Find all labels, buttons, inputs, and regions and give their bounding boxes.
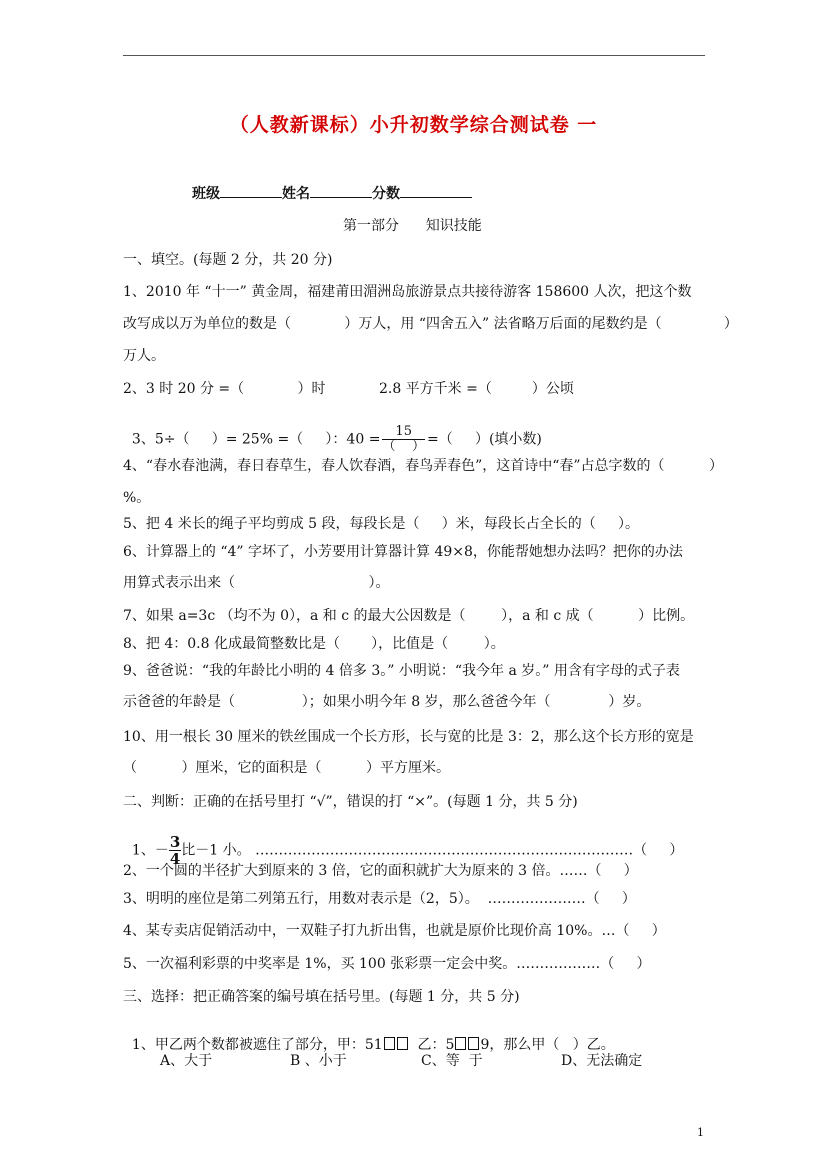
choice-option-d[interactable]: D、无法确定	[561, 1053, 643, 1069]
fill-q3-part1: 3、5÷（ ）= 25% =（ ）：40 =	[131, 431, 381, 448]
fill-q4-line1: 4、“春水春池满，春日春草生，春人饮春酒，春鸟弄春色”，这首诗中“春”占总字数的（ ）	[123, 458, 724, 474]
fill-q3-fraction	[382, 425, 425, 454]
choice-q1	[123, 1018, 615, 1054]
fill-q10-line2: （ ）厘米，它的面积是（ ）平方厘米。	[123, 760, 451, 776]
fraction-numerator: 15	[382, 425, 425, 440]
judge-q3: 3、明明的座位是第二列第五行，用数对表示是（2，5）。 …………………（ ）	[123, 891, 636, 907]
judge-q1-suffix: 比－1 小。 ………………………………………………………………………（ ）	[181, 842, 684, 859]
part-heading: 第一部分 知识技能	[343, 218, 482, 234]
name-label: 姓名	[282, 186, 310, 202]
fill-q9-line2: 示爸爸的年龄是（ ）；如果小明今年 8 岁，那么爸爸今年（ ）岁。	[123, 694, 651, 710]
judge-q5: 5、一次福利彩票的中奖率是 1%，买 100 张彩票一定会中奖。………………（ ）	[123, 956, 651, 972]
score-blank[interactable]	[400, 183, 472, 198]
masked-digit-box	[455, 1037, 466, 1050]
document-title: （人教新课标）小升初数学综合测试卷 一	[229, 114, 598, 136]
choice-option-c[interactable]: C、等 于	[421, 1053, 483, 1069]
fraction-denominator: （ ）	[382, 439, 425, 454]
class-blank[interactable]	[220, 183, 282, 198]
name-blank[interactable]	[310, 183, 372, 198]
fill-q8: 8、把 4：0.8 化成最简整数比是（ ），比值是（ ）。	[123, 636, 505, 652]
fill-q5: 5、把 4 米长的绳子平均剪成 5 段，每段长是（ ）米，每段长占全长的（ ）。	[123, 516, 640, 532]
fill-q3-part2: =（ ）(填小数)	[426, 431, 542, 448]
section1-heading: 一、填空。(每题 2 分，共 20 分)	[123, 252, 333, 268]
section2-heading: 二、判断：正确的在括号里打 “√”，错误的打 “×”。(每题 1 分，共 5 分)	[123, 794, 578, 810]
class-label: 班级	[192, 186, 220, 202]
choice-option-b[interactable]: B 、小于	[290, 1053, 347, 1069]
fill-q1-line2: 改写成以万为单位的数是（ ）万人，用 “四舍五入” 法省略万后面的尾数约是（ ）	[123, 316, 738, 332]
section3-heading: 三、选择：把正确答案的编号填在括号里。(每题 1 分，共 5 分)	[123, 989, 520, 1005]
fill-q4-line2: %。	[123, 490, 151, 506]
score-label: 分数	[372, 186, 400, 202]
masked-digit-box	[468, 1037, 479, 1050]
fill-q9-line1: 9、爸爸说：“我的年龄比小明的 4 倍多 3。” 小明说：“我今年 a 岁。” 用含有字母的式子表	[123, 663, 680, 679]
judge-q4: 4、某专卖店促销活动中，一双鞋子打九折出售，也就是原价比现价高 10%。…（ ）	[123, 923, 666, 939]
masked-digit-box	[384, 1037, 395, 1050]
judge-q1-prefix: 1、－	[131, 842, 169, 859]
page-number: 1	[697, 1126, 704, 1139]
fill-q1-line3: 万人。	[123, 348, 165, 364]
student-info-fields	[192, 183, 472, 203]
fill-q6-line1: 6、计算器上的 “4” 字坏了，小芳要用计算器计算 49×8，你能帮她想办法吗？把你的办法	[123, 544, 683, 560]
choice-q1-part-c: 9，那么甲（ ）乙。	[480, 1037, 615, 1053]
choice-q1-part-a: 1、甲乙两个数都被遮住了部分，甲：51	[131, 1037, 383, 1053]
fill-q2: 2、3 时 20 分 =（ ）时 2.8 平方千米 =（ ）公顷	[123, 381, 574, 397]
fraction-denominator: 4	[169, 850, 181, 868]
fill-q3	[123, 409, 542, 454]
judge-q2: 2、一个圆的半径扩大到原来的 3 倍，它的面积就扩大为原来的 3 倍。……（ ）	[123, 863, 638, 879]
masked-digit-box	[397, 1037, 408, 1050]
header-rule	[123, 55, 705, 56]
fill-q6-line2: 用算式表示出来（ ）。	[123, 575, 390, 591]
choice-option-a[interactable]: A、大于	[160, 1053, 213, 1069]
fraction-numerator: 3	[169, 833, 181, 851]
fill-q10-line1: 10、用一根长 30 厘米的铁丝围成一个长方形，长与宽的比是 3：2，那么这个长方形的宽是	[123, 729, 694, 745]
choice-q1-part-b: 乙：5	[408, 1037, 455, 1053]
fill-q1-line1: 1、2010 年 “十一” 黄金周，福建莆田湄洲岛旅游景点共接待游客 158600 人次，把这个数	[123, 284, 692, 300]
fill-q7: 7、如果 a=3c （均不为 0），a 和 c 的最大公因数是（ ），a 和 c 成（ ）比例。	[123, 608, 695, 624]
